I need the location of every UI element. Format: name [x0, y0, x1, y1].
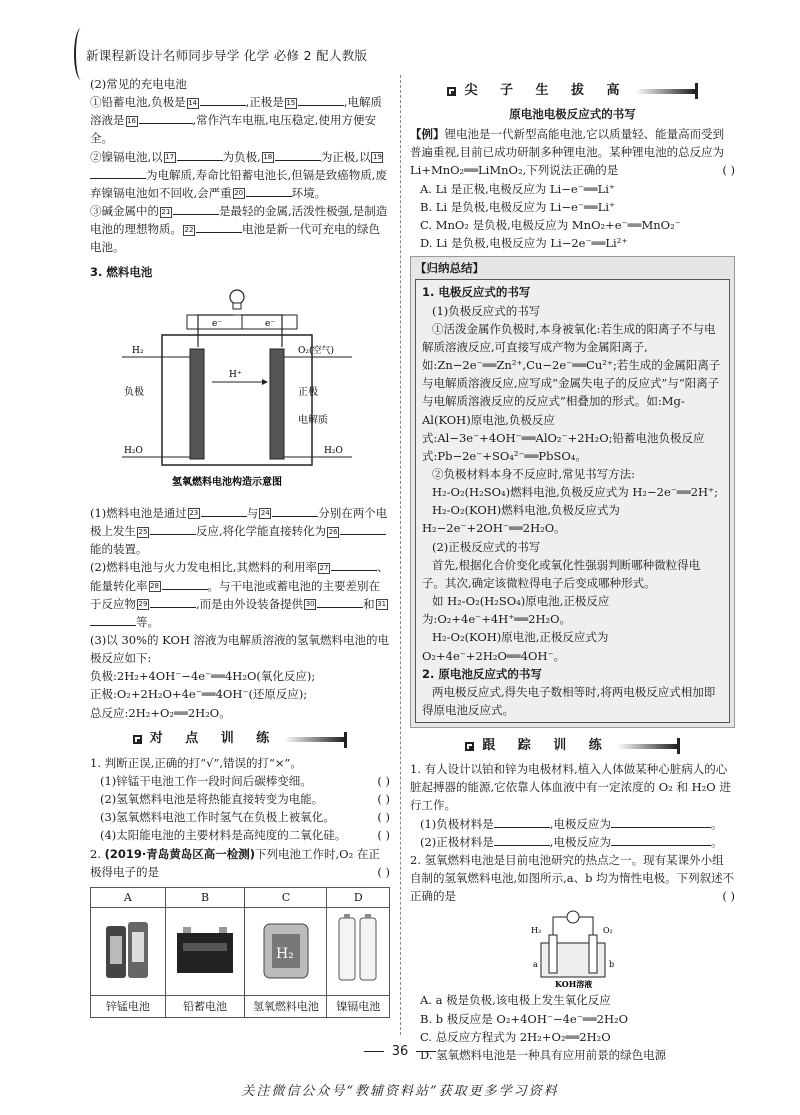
fuel-p2: (2)燃料电池与火力发电相比,其燃料的利用率 27 、能量转化率 28 。与干电池或蓄电池的主要差别在于反应物 29 ,而是由外设装备提供 30 和 31等。	[90, 560, 389, 629]
answer-paren[interactable]: ( )	[377, 828, 390, 843]
positive-label: 正极	[298, 386, 318, 398]
answer-blank[interactable]	[317, 596, 363, 608]
topic-subtitle: 原电池电极反应式的书写	[509, 107, 636, 121]
battery-label: 铅蓄电池	[165, 995, 245, 1017]
fuel-p1: (1)燃料电池是通过 23 与 24 分别在两个电极上发生 25 反应,将化学能直接转化为 26能的装置。	[90, 505, 388, 557]
track-q1-stem: 1. 有人设计以铂和锌为电极材料,植入人体做某种心脏病人的心脏起搏器的能源,它依靠人体血液中有一定浓度的 O₂ 和 H₂O 进行工作。	[410, 762, 731, 813]
wire-right	[241, 315, 282, 347]
column-header: D	[327, 887, 390, 907]
example-stem: 【例】锂电池是一代新型高能电池,它以质量轻、能量高而受到普遍重视,目前已成功研制多种锂电池。某种锂电池的总反应为Li+MnO₂══LiMnO₂,下列说法正确的是 ( )	[410, 125, 735, 179]
blank-number: 26	[328, 527, 338, 536]
rechargeable-heading: (2)常见的充电电池	[90, 77, 187, 91]
h2-label: H₂	[530, 926, 541, 936]
answer-paren[interactable]: ( )	[377, 810, 390, 825]
fuel-cell-heading: 3. 燃料电池	[90, 264, 153, 279]
answer-blank[interactable]	[298, 94, 344, 106]
blank-number: 27	[319, 563, 329, 572]
track-q1-line2: (2)正极材料是 ,电极反应为 。	[420, 834, 723, 849]
column-header: B	[165, 887, 245, 907]
lithium-paragraph: ③碱金属中的 21 是最轻的金属,活泼性极强,是制造电池的理想物质。 22 电池是新一代可充电的绿色电池。	[90, 204, 388, 255]
electrode-a-label: a	[532, 960, 538, 970]
answer-blank[interactable]	[177, 149, 223, 161]
drill-section-bar	[90, 730, 390, 750]
blank-number: 25	[138, 527, 148, 536]
blank-number: 17	[165, 153, 175, 162]
track-q2-option[interactable]: B. b 极反应是 O₂+4OH⁻−4e⁻══2H₂O	[420, 1011, 629, 1026]
blank-number: 28	[150, 582, 159, 590]
answer-blank[interactable]	[340, 523, 386, 535]
battery-table	[90, 887, 390, 1018]
answer-blank[interactable]	[275, 149, 321, 161]
nicd-battery-image	[327, 907, 390, 995]
fuel-cell-icon	[256, 914, 316, 984]
example-option[interactable]: B. Li 是负极,电极反应为 Li−e⁻══Li⁺	[420, 199, 616, 214]
answer-paren[interactable]: ( )	[377, 864, 390, 879]
battery-icon	[98, 914, 158, 984]
blank-number: 22	[184, 225, 194, 234]
koh-label: KOH溶液	[554, 979, 592, 990]
koh-cell-figure	[513, 909, 633, 989]
blank-number: 21	[161, 207, 171, 216]
zinc-manganese-battery-image	[91, 907, 166, 995]
q1-item: (4)太阳能电池的主要材料是高纯度的二氧化硅。 ( )	[90, 826, 390, 844]
battery-label: 镍镉电池	[327, 995, 390, 1017]
answer-blank[interactable]	[331, 559, 377, 571]
answer-blank[interactable]	[201, 505, 247, 517]
column-header: A	[91, 887, 166, 907]
negative-label: 负极	[124, 386, 144, 398]
bottom-note: 关注微信公众号“教辅资料站”获取更多学习资料	[241, 1084, 559, 1099]
track-q2-option[interactable]: C. 总反应方程式为 2H₂+O₂══2H₂O	[420, 1029, 611, 1044]
answer-paren[interactable]: ( )	[722, 889, 735, 904]
answer-blank[interactable]	[494, 834, 550, 846]
answer-paren[interactable]: ( )	[377, 792, 390, 807]
answer-blank[interactable]	[272, 505, 318, 517]
water-right-label: H₂O	[324, 445, 343, 456]
lead-acid-paragraph: ①铅蓄电池,负极是 14 ,正极是 15 ,电解质溶液是 16 ,常作汽车电瓶,电压稳定,使用方便安全。	[90, 95, 382, 146]
track-q2-option[interactable]: D. 氢氧燃料电池是一种具有应用前景的绿色电源	[420, 1047, 667, 1062]
electron-label: e⁻	[212, 318, 223, 329]
negative-equation: 负极:2H₂+4OH⁻−4e⁻══4H₂O(氧化反应);	[90, 669, 316, 684]
summary-box	[415, 279, 730, 723]
summary-h1: 1. 电极反应式的书写	[422, 285, 531, 300]
electrode-b-label: b	[608, 960, 614, 970]
cell-tank	[162, 335, 312, 465]
track-q2-option[interactable]: A. a 极是负极,该电极上发生氧化反应	[420, 993, 611, 1008]
svg-text:H₂: H₂	[275, 945, 294, 962]
summary-h2: 2. 原电池反应式的书写	[422, 666, 542, 681]
q2-stem: 2. (2019·青岛黄岛区高一检测)下列电池工作时,O₂ 在正极得电子的是 ( )	[90, 845, 390, 881]
hydrogen-fuel-cell-image	[245, 907, 327, 995]
tube-a	[549, 935, 557, 973]
answer-blank[interactable]	[173, 203, 219, 215]
answer-blank[interactable]	[90, 614, 136, 626]
blank-number: 19	[373, 153, 382, 162]
answer-blank[interactable]	[611, 816, 711, 828]
example-option[interactable]: A. Li 是正极,电极反应为 Li−e⁻══Li⁺	[420, 181, 615, 196]
total-equation: 总反应:2H₂+O₂══2H₂O。	[90, 705, 231, 720]
o2-label: O₂(空气)	[298, 345, 335, 356]
square-icon	[133, 735, 142, 744]
blank-number: 18	[263, 153, 273, 162]
lamp-icon	[230, 290, 244, 309]
column-header: C	[245, 887, 327, 907]
answer-blank[interactable]	[246, 185, 292, 197]
lead-acid-battery-image	[165, 907, 245, 995]
arrow-head	[262, 379, 268, 385]
blank-number: 24	[260, 509, 270, 518]
summary-p1: ①活泼金属作负极时,本身被氧化:若生成的阳离子不与电解质溶液反应,可直接写成产物为金属阳离子,如:Zn−2e⁻══Zn²⁺,Cu−2e⁻══Cu²⁺;若生成的金属阳离子与电解质溶液反应,应写成“金属失电子的反应式”与“阳离子与电解质溶液反应的反应式”相叠加的形式。如:Mg-Al(KOH)原电池,负极反应式:Al−3e⁻+4OH⁻══AlO₂⁻+2H₂O;铅蓄电池负极反应式:Pb−2e⁻+SO₄²⁻══PbSO₄。	[422, 321, 721, 463]
q1-stem: 1. 判断正误,正确的打“√”,错误的打“×”。	[90, 755, 302, 770]
track-q1-line1: (1)负极材料是 ,电极反应为 。	[420, 816, 723, 831]
summary-p5: 首先,根据化合价变化或氧化性强弱判断哪种微粒得电子。其次,确定该微粒得电子后变成哪种形式。	[422, 557, 701, 590]
tube-b	[589, 935, 597, 973]
diagram-caption: 氢氧燃料电池构造示意图	[172, 476, 282, 488]
fuel-cell-diagram	[102, 287, 382, 497]
water-left-label: H₂O	[124, 445, 143, 456]
summary-p7: H₂-O₂(KOH)原电池,正极反应式为 O₂+4e⁻+2H₂O══4OH⁻。	[422, 630, 609, 663]
example-option[interactable]: C. MnO₂ 是负极,电极反应为 MnO₂+e⁻══MnO₂⁻	[420, 217, 681, 232]
advanced-title: 尖 子 生 拔 高	[464, 82, 629, 98]
page-number: 36	[0, 1042, 800, 1063]
advanced-section-bar	[410, 81, 735, 101]
nicd-paragraph: ②镍镉电池,以 17 为负极, 18 为正极,以 19为电解质,寿命比铅蓄电池长,但镉是致癌物质,废弃镍镉电池如不回收,会严重 20 环境。	[90, 149, 387, 200]
blank-number: 20	[234, 189, 244, 198]
answer-blank[interactable]	[200, 94, 246, 106]
track-q2-stem: 2. 氢氧燃料电池是目前电池研究的热点之一。现有某课外小组自制的氢氧燃料电池,如图所示,a、b 均为惰性电极。下列叙述不正确的是 ( )	[410, 851, 735, 905]
answer-blank[interactable]	[162, 578, 208, 590]
positive-electrode	[270, 349, 284, 459]
answer-blank[interactable]	[150, 596, 196, 608]
summary-p3: H₂-O₂(H₂SO₄)燃料电池,负极反应式为 H₂−2e⁻══2H⁺;	[432, 485, 719, 500]
blank-number: 30	[305, 600, 315, 609]
summary-p8: 两电极反应式,得失电子数相等时,将两电极反应式相加即得原电池反应式。	[422, 684, 716, 717]
square-icon	[447, 87, 456, 96]
electron-label: e⁻	[265, 318, 276, 329]
fuel-p3: (3)以 30%的 KOH 溶液为电解质溶液的氢氧燃料电池的电极反应如下:	[90, 632, 390, 666]
tracking-title: 跟 踪 训 练	[482, 737, 611, 753]
aa-battery-icon	[333, 912, 383, 986]
summary-p6: 如 H₂-O₂(H₂SO₄)原电池,正极反应为:O₂+4e⁻+4H⁺══2H₂O。	[422, 594, 610, 627]
answer-blank[interactable]	[196, 221, 242, 233]
q1-item: (1)锌锰干电池工作一段时间后碳棒变细。 ( )	[90, 772, 390, 790]
answer-blank[interactable]	[611, 834, 711, 846]
blank-number: 31	[377, 600, 387, 609]
blank-number: 14	[188, 98, 198, 107]
right-column	[410, 75, 735, 1064]
summary-panel	[410, 256, 735, 728]
tracking-section-bar	[410, 736, 735, 756]
negative-electrode	[190, 349, 204, 459]
positive-equation: 正极:O₂+2H₂O+4e⁻══4OH⁻(还原反应);	[90, 687, 308, 702]
battery-label: 锌锰电池	[91, 995, 166, 1017]
lamp-icon	[567, 911, 579, 923]
left-column	[90, 75, 390, 1018]
h2-label: H₂	[132, 345, 144, 356]
q1-item: (3)氢氧燃料电池工作时氢气在负极上被氧化。 ( )	[90, 808, 390, 826]
electrolyte-label: 电解质	[298, 414, 328, 426]
blank-number: 29	[138, 600, 148, 609]
q1-item: (2)氢氧燃料电池是将热能直接转变为电能。 ( )	[90, 790, 390, 808]
square-icon	[465, 742, 474, 751]
summary-sub1: (1)负极反应式的书写	[432, 303, 541, 318]
answer-paren[interactable]: ( )	[377, 773, 390, 788]
summary-tag: 【归纳总结】	[415, 261, 484, 276]
battery-label: 氢氧燃料电池	[245, 995, 327, 1017]
example-option[interactable]: D. Li 是负极,电极反应为 Li−2e⁻══Li²⁺	[420, 236, 628, 251]
page-header: 新课程新设计名师同步导学 化学 必修 2 配人教版	[86, 48, 368, 63]
column-divider	[400, 75, 401, 1035]
answer-paren[interactable]: ( )	[722, 163, 735, 178]
o2-label: O₂	[602, 926, 613, 936]
drill-title: 对 点 训 练	[149, 731, 279, 747]
car-battery-icon	[173, 919, 237, 979]
blank-number: 23	[189, 509, 199, 518]
summary-p4: H₂-O₂(KOH)燃料电池,负极反应式为 H₂−2e⁻+2OH⁻══2H₂O。	[422, 503, 620, 536]
answer-blank[interactable]	[494, 816, 550, 828]
summary-p2: ②负极材料本身不反应时,常见书写方法:	[432, 466, 636, 481]
hplus-label: H⁺	[229, 369, 242, 380]
answer-blank[interactable]	[139, 112, 193, 124]
blank-number: 16	[127, 116, 136, 125]
blank-number: 15	[286, 98, 296, 107]
answer-blank[interactable]	[90, 167, 146, 179]
summary-sub2: (2)正极反应式的书写	[432, 539, 541, 554]
answer-blank[interactable]	[150, 523, 196, 535]
